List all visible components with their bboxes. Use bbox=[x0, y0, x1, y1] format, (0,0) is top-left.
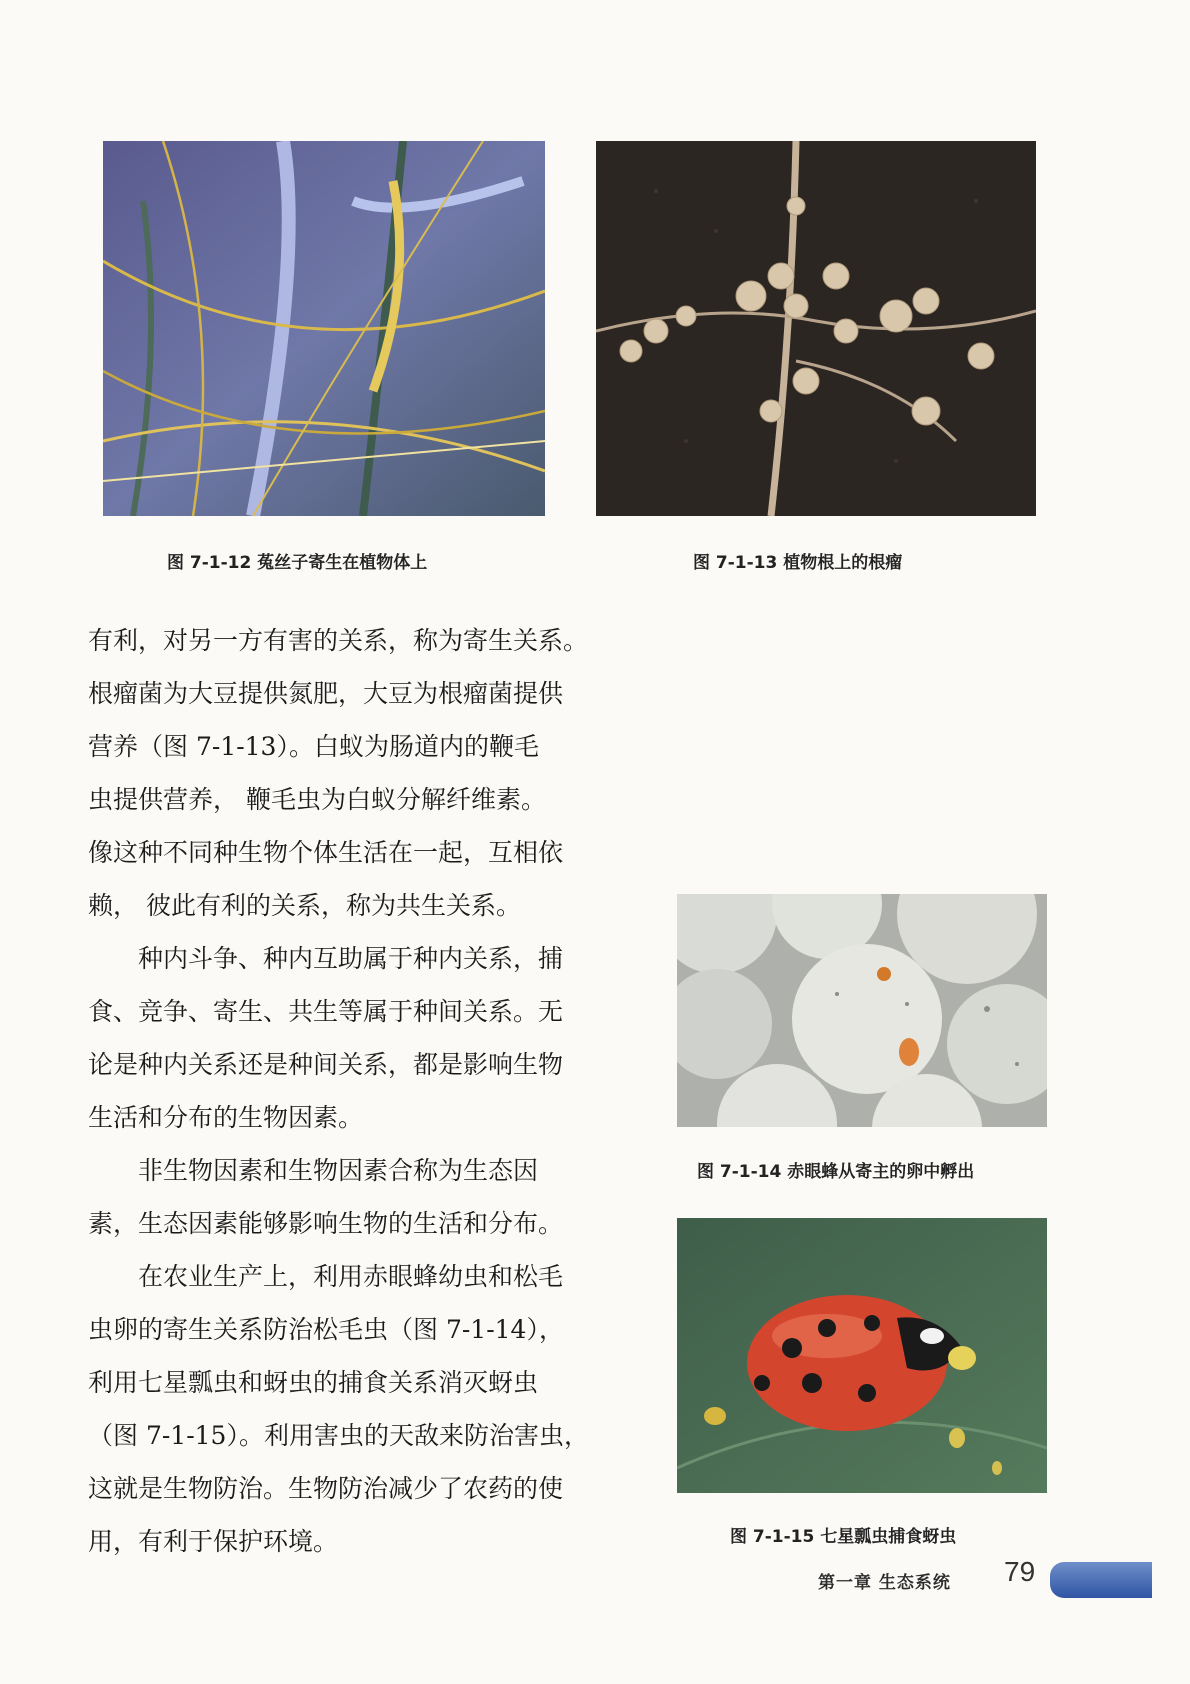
text-line: 在农业生产上，利用赤眼蜂幼虫和松毛 bbox=[138, 1262, 564, 1291]
text-line: 素，生态因素能够影响生物的生活和分布。 bbox=[88, 1209, 564, 1238]
text-line: 营养（图 7-1-13）。白蚁为肠道内的鞭毛 bbox=[88, 732, 539, 761]
figure-ladybug-photo bbox=[677, 1218, 1047, 1493]
text-line: 虫提供营养， 鞭毛虫为白蚁分解纤维素。 bbox=[88, 785, 546, 814]
text-line: 有利，对另一方有害的关系，称为寄生关系。 bbox=[88, 626, 589, 655]
text-line: 食、竞争、寄生、共生等属于种间关系。无 bbox=[88, 997, 564, 1026]
figure-root-nodules-photo bbox=[596, 141, 1036, 516]
text-line: 论是种内关系还是种间关系，都是影响生物 bbox=[88, 1050, 564, 1079]
text-line: 这就是生物防治。生物防治减少了农药的使 bbox=[88, 1474, 564, 1503]
text-line: 生活和分布的生物因素。 bbox=[88, 1103, 364, 1132]
text-line: 像这种不同种生物个体生活在一起，互相依 bbox=[88, 838, 564, 867]
text-line: 用，有利于保护环境。 bbox=[88, 1527, 339, 1556]
body-text bbox=[88, 614, 648, 1568]
text-line: （图 7-1-15）。利用害虫的天敌来防治害虫， bbox=[88, 1421, 589, 1450]
text-line: 虫卵的寄生关系防治松毛虫（图 7-1-14）， bbox=[88, 1315, 564, 1344]
figure-wasp-eggs-photo bbox=[677, 894, 1047, 1127]
footer-chapter-title: 第一章 生态系统 bbox=[818, 1573, 951, 1593]
text-line: 种内斗争、种内互助属于种内关系，捕 bbox=[138, 944, 564, 973]
footer-tab-decoration bbox=[1050, 1562, 1152, 1598]
figure-caption-7-1-15: 图 7-1-15 七星瓢虫捕食蚜虫 bbox=[730, 1527, 957, 1547]
figure-caption-7-1-13: 图 7-1-13 植物根上的根瘤 bbox=[693, 553, 903, 573]
page-number: 79 bbox=[1004, 1556, 1036, 1587]
figure-dodder-photo bbox=[103, 141, 545, 516]
text-line: 根瘤菌为大豆提供氮肥，大豆为根瘤菌提供 bbox=[88, 679, 564, 708]
text-line: 利用七星瓢虫和蚜虫的捕食关系消灭蚜虫 bbox=[88, 1368, 539, 1397]
text-line: 赖， 彼此有利的关系，称为共生关系。 bbox=[88, 891, 521, 920]
figure-caption-7-1-12: 图 7-1-12 菟丝子寄生在植物体上 bbox=[167, 553, 428, 573]
text-line: 非生物因素和生物因素合称为生态因 bbox=[138, 1156, 539, 1185]
figure-caption-7-1-14: 图 7-1-14 赤眼蜂从寄主的卵中孵出 bbox=[697, 1162, 975, 1182]
